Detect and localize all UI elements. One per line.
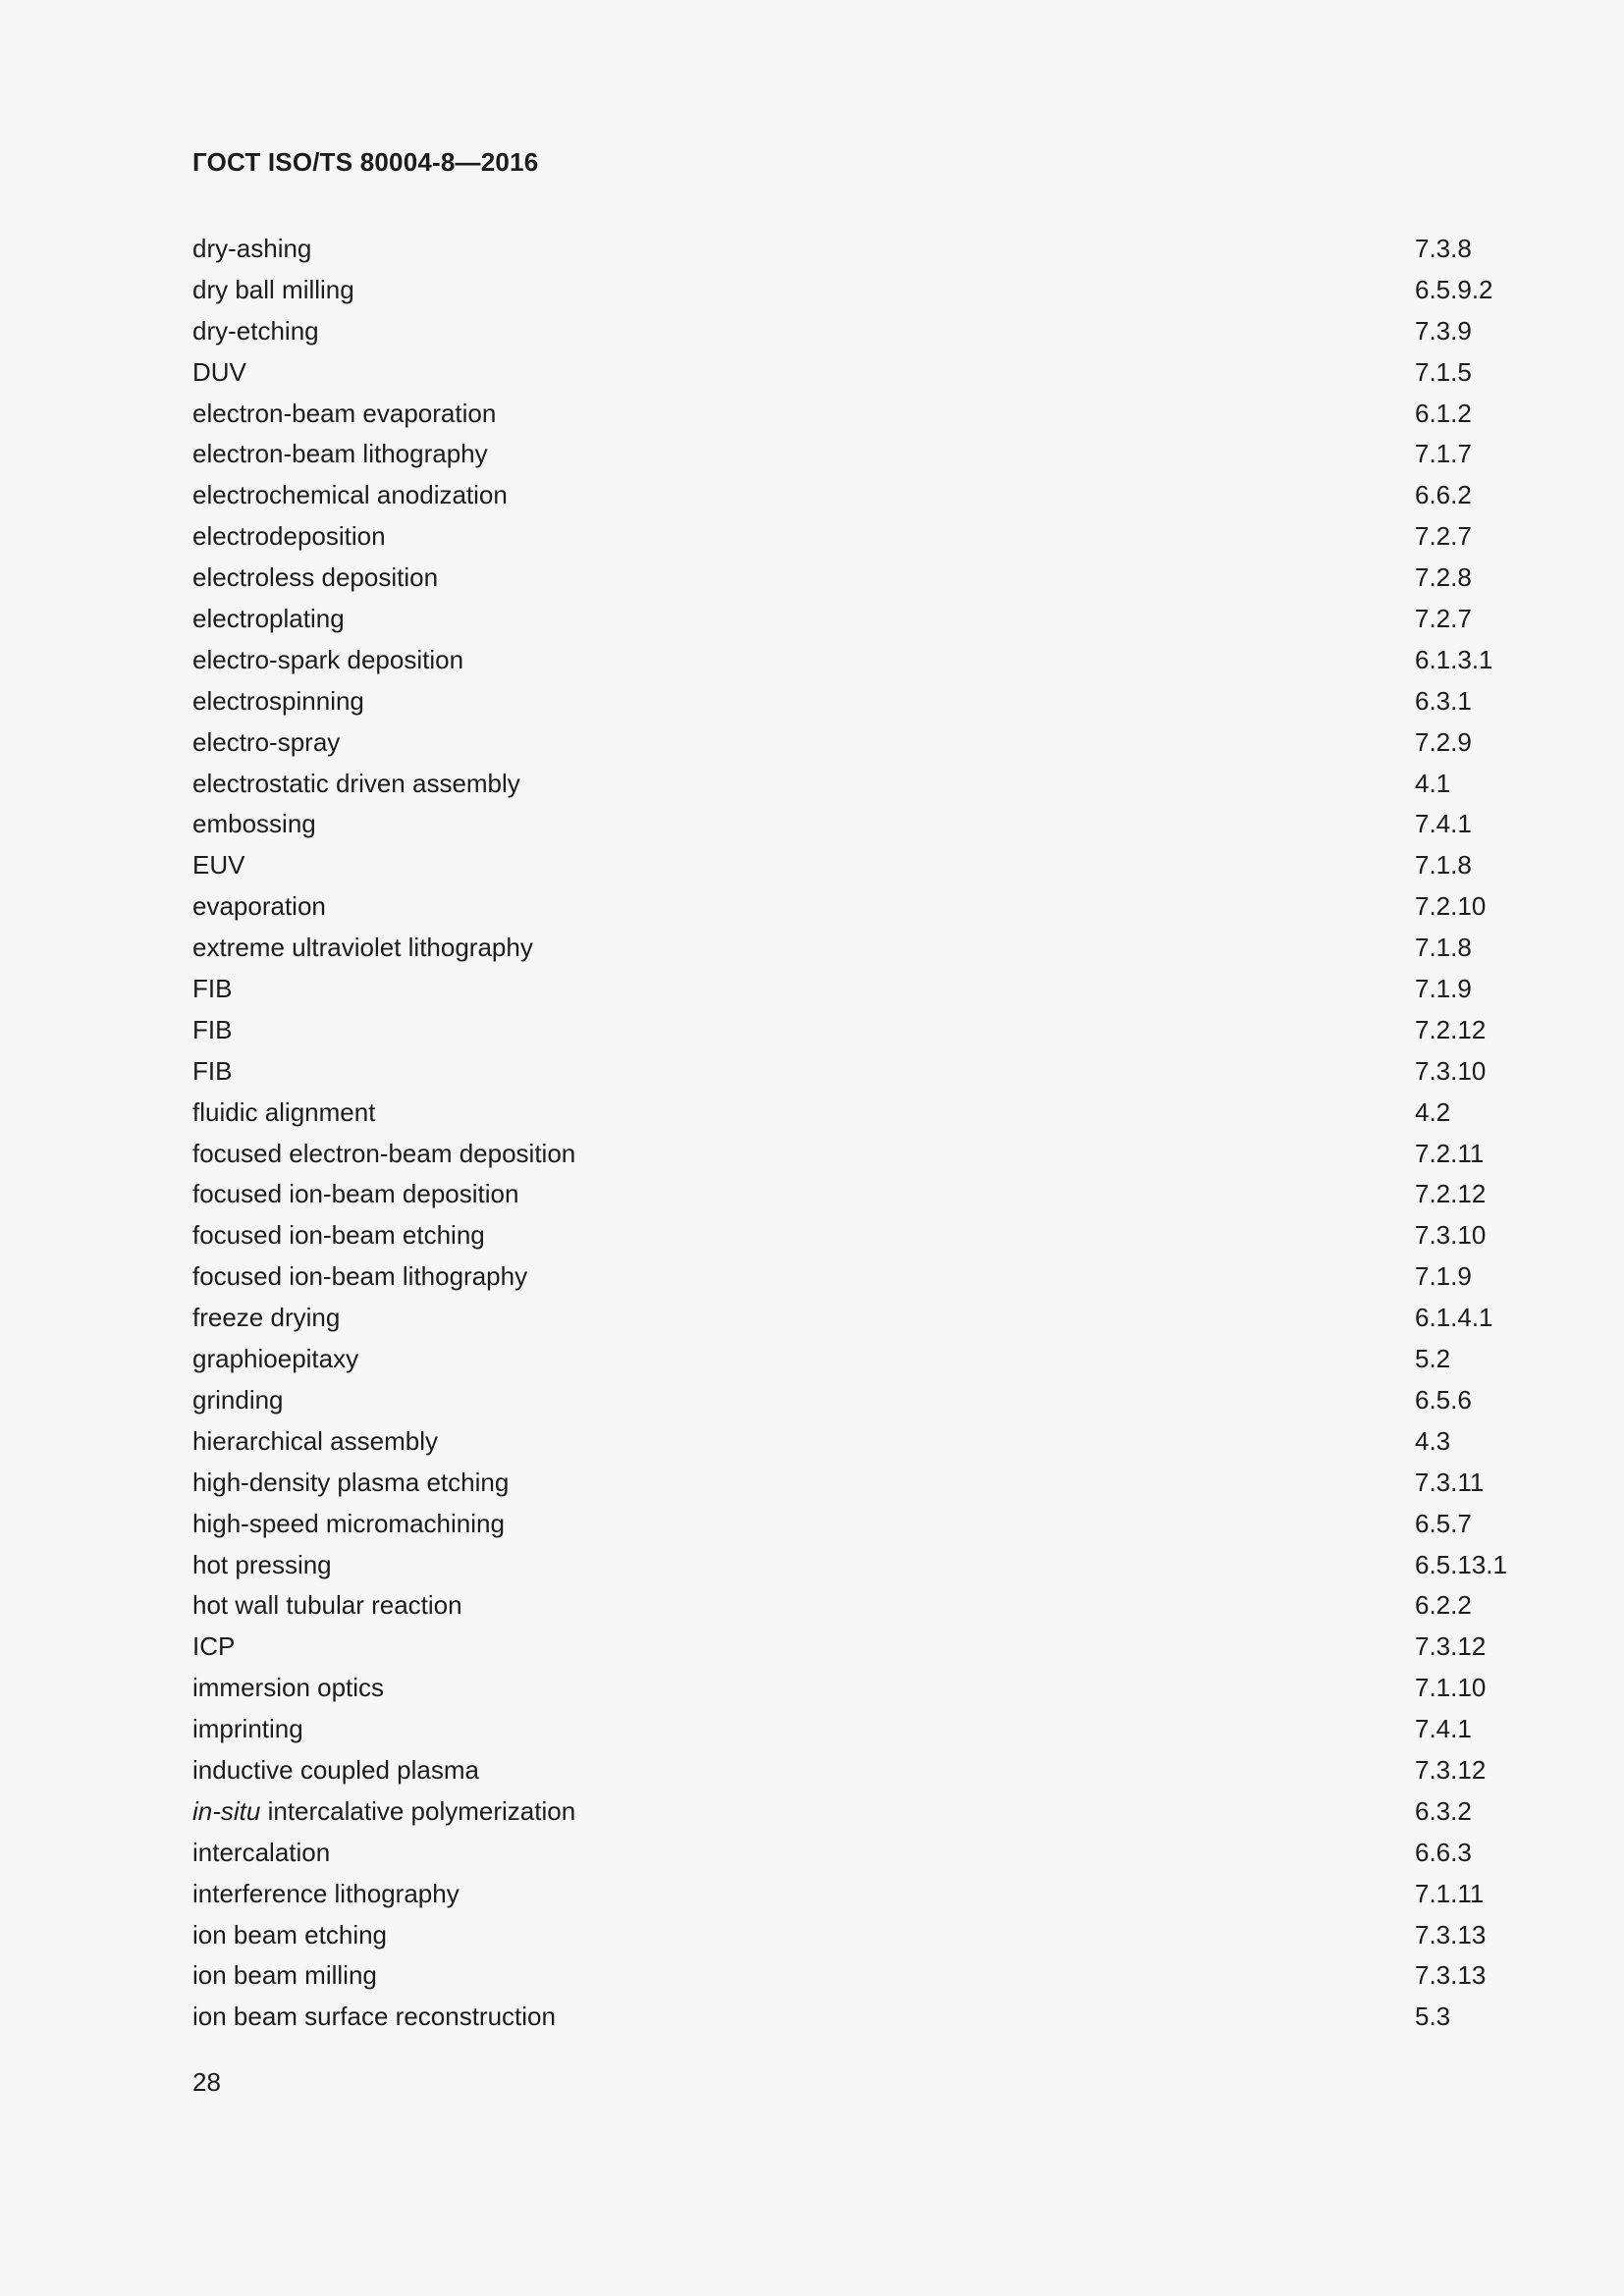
index-reference: 7.3.10: [1415, 1220, 1487, 1251]
index-term: extreme ultraviolet lithography: [192, 933, 533, 963]
index-reference: 7.3.12: [1415, 1631, 1487, 1662]
index-entry: [192, 1791, 1567, 1833]
index-entry: [192, 558, 1567, 599]
index-entry: [192, 722, 1567, 764]
index-reference: 7.1.9: [1415, 974, 1472, 1004]
index-reference: 7.2.12: [1415, 1014, 1487, 1044]
index-entry: [192, 270, 1567, 311]
index-term: intercalation: [192, 1837, 331, 1867]
index-term: focused ion-beam etching: [192, 1220, 485, 1251]
index-reference: 6.6.2: [1415, 480, 1472, 510]
index-term-text: intercalative polymerization: [260, 1795, 576, 1826]
index-entry: [192, 1627, 1567, 1668]
index-term: electron-beam evaporation: [192, 398, 497, 428]
index-term: high-speed micromachining: [192, 1508, 505, 1538]
index-reference: 5.2: [1415, 1344, 1451, 1374]
index-reference: 7.2.8: [1415, 562, 1472, 593]
index-term: ICP: [192, 1631, 236, 1662]
index-reference: 7.4.1: [1415, 1714, 1472, 1744]
index-entry: [192, 1915, 1567, 1956]
index-entry: [192, 1997, 1567, 2038]
index-entry: [192, 1134, 1567, 1175]
index-term: hierarchical assembly: [192, 1425, 438, 1456]
index-reference: 7.2.12: [1415, 1179, 1487, 1209]
index-term: FIB: [192, 1055, 233, 1086]
index-reference: 6.6.3: [1415, 1837, 1472, 1867]
index-term: inductive coupled plasma: [192, 1754, 479, 1785]
index-term: fluidic alignment: [192, 1096, 376, 1127]
index-reference: 7.1.10: [1415, 1673, 1487, 1703]
index-reference: 6.5.7: [1415, 1508, 1472, 1538]
index-reference: 6.1.2: [1415, 398, 1472, 428]
index-entry: [192, 229, 1567, 270]
index-reference: 4.3: [1415, 1425, 1451, 1456]
index-entry: [192, 1545, 1567, 1586]
index-entry: [192, 640, 1567, 681]
index-entry: [192, 1010, 1567, 1051]
index-reference: 7.1.7: [1415, 439, 1472, 469]
index-entry: [192, 1750, 1567, 1791]
index-reference: 7.3.13: [1415, 1919, 1487, 1949]
index-reference: 6.3.2: [1415, 1795, 1472, 1826]
index-entry: [192, 1463, 1567, 1504]
index-entry: [192, 394, 1567, 435]
index-entry: [192, 1256, 1567, 1298]
index-term: grinding: [192, 1384, 284, 1415]
index-reference: 7.1.5: [1415, 356, 1472, 387]
index-entry: [192, 1339, 1567, 1380]
index-entry: [192, 886, 1567, 928]
index-term: electro-spray: [192, 726, 341, 757]
index-term: FIB: [192, 974, 233, 1004]
index-entry: [192, 1585, 1567, 1627]
index-term: focused electron-beam deposition: [192, 1138, 576, 1168]
index-entry: [192, 1421, 1567, 1463]
document-header: ГОСТ ISO/TS 80004-8—2016: [192, 147, 539, 177]
index-term: dry-etching: [192, 315, 319, 346]
index-term: EUV: [192, 850, 245, 881]
index-term: embossing: [192, 809, 316, 839]
index-term: dry-ashing: [192, 234, 312, 263]
index-reference: 6.1.4.1: [1415, 1303, 1493, 1333]
index-term: electro-spark deposition: [192, 644, 464, 674]
page-number: 28: [192, 2067, 221, 2097]
index-entry: [192, 599, 1567, 640]
index-reference: 7.1.9: [1415, 1261, 1472, 1292]
index-term: high-density plasma etching: [192, 1467, 510, 1497]
index-term: electrochemical anodization: [192, 480, 508, 510]
index-reference: 7.2.11: [1415, 1138, 1485, 1168]
index-reference: 6.5.13.1: [1415, 1549, 1507, 1579]
index-entry: [192, 352, 1567, 394]
index-term: graphioepitaxy: [192, 1344, 359, 1374]
index-term: hot pressing: [192, 1549, 332, 1579]
index-term: ion beam surface reconstruction: [192, 2002, 556, 2032]
index-term: immersion optics: [192, 1673, 385, 1703]
index-term: electroplating: [192, 604, 345, 634]
index-entry: [192, 764, 1567, 805]
index-entry: [192, 1833, 1567, 1874]
index-term: FIB: [192, 1014, 233, 1044]
index-entry: [192, 1380, 1567, 1421]
index-reference: 6.3.1: [1415, 685, 1472, 716]
index-term: freeze drying: [192, 1303, 341, 1333]
index-reference: 7.3.10: [1415, 1055, 1487, 1086]
index-entry: [192, 1215, 1567, 1256]
index-reference: 7.1.11: [1415, 1878, 1485, 1908]
index-term-italic: in-situ: [192, 1795, 261, 1826]
index-term: [192, 1791, 575, 1833]
index-reference: 7.3.8: [1415, 234, 1472, 263]
index-entry: [192, 1668, 1567, 1709]
index-term: focused ion-beam lithography: [192, 1261, 528, 1292]
index-term: electron-beam lithography: [192, 439, 488, 469]
index-entry: [192, 516, 1567, 558]
index-term: electrodeposition: [192, 521, 386, 552]
index-term: imprinting: [192, 1714, 303, 1744]
index-reference: 7.3.12: [1415, 1754, 1487, 1785]
index-reference: 7.1.8: [1415, 933, 1472, 963]
index-reference: 6.5.9.2: [1415, 274, 1493, 304]
index-term: dry ball milling: [192, 274, 354, 304]
index-term: hot wall tubular reaction: [192, 1590, 462, 1621]
index-reference: 6.2.2: [1415, 1590, 1472, 1621]
index-entry: [192, 1093, 1567, 1134]
index-entry: [192, 434, 1567, 475]
index-reference: 6.5.6: [1415, 1384, 1472, 1415]
index-term: electroless deposition: [192, 562, 439, 593]
index-term: DUV: [192, 356, 246, 387]
index-entry: [192, 311, 1567, 352]
index-reference: 7.3.13: [1415, 1960, 1487, 1991]
index-reference: 7.2.7: [1415, 604, 1472, 634]
index-entry: [192, 1174, 1567, 1215]
index-reference: 7.3.11: [1415, 1467, 1485, 1497]
index-list: [192, 229, 1567, 2038]
index-entry: [192, 969, 1567, 1010]
index-term: ion beam etching: [192, 1919, 388, 1949]
index-reference: 4.1: [1415, 768, 1451, 798]
index-reference: 4.2: [1415, 1096, 1451, 1127]
index-term: electrostatic driven assembly: [192, 768, 520, 798]
index-entry: [192, 1874, 1567, 1915]
index-term: focused ion-beam deposition: [192, 1179, 519, 1209]
index-entry: [192, 1709, 1567, 1750]
index-reference: 7.2.10: [1415, 891, 1487, 922]
index-reference: 7.4.1: [1415, 809, 1472, 839]
index-term: interference lithography: [192, 1878, 460, 1908]
index-entry: [192, 845, 1567, 886]
index-reference: 6.1.3.1: [1415, 644, 1493, 674]
index-reference: 7.2.9: [1415, 726, 1472, 757]
index-reference: 7.1.8: [1415, 850, 1472, 881]
index-term: electrospinning: [192, 685, 364, 716]
index-entry: [192, 1051, 1567, 1093]
index-entry: [192, 1298, 1567, 1339]
index-entry: [192, 804, 1567, 845]
index-entry: [192, 681, 1567, 722]
index-reference: 7.2.7: [1415, 521, 1472, 552]
index-entry: [192, 928, 1567, 969]
index-entry: [192, 475, 1567, 516]
index-term: ion beam milling: [192, 1960, 377, 1991]
index-reference: 5.3: [1415, 2002, 1451, 2032]
index-entry: [192, 1955, 1567, 1997]
index-reference: 7.3.9: [1415, 315, 1472, 346]
index-entry: [192, 1504, 1567, 1545]
index-term: evaporation: [192, 891, 326, 922]
